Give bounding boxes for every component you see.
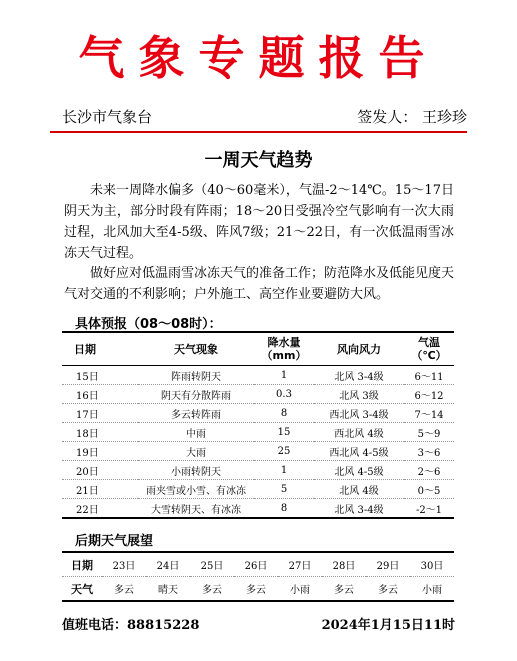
forecast-heading: 具体预报（08～08时）： xyxy=(75,317,222,332)
outlook-weather: 多云 xyxy=(322,577,366,602)
row-precip: 5 xyxy=(254,480,314,499)
outlook-date: 29日 xyxy=(366,552,410,577)
outlook-date-label: 日期 xyxy=(62,552,102,577)
forecast-table xyxy=(62,331,454,519)
outlook-weather: 多云 xyxy=(234,577,278,602)
forecast-header-row xyxy=(62,332,454,366)
row-date: 18日 xyxy=(62,423,138,442)
report-footer xyxy=(62,614,455,633)
outlook-weather: 多云 xyxy=(366,577,410,602)
row-precip: 15 xyxy=(254,423,314,442)
row-temp: 6～11 xyxy=(404,366,454,385)
summary-paragraph: 未来一周降水偏多（40～60毫米），气温-2～14℃。15～17日阴天为主，部分时段有阵雨；18～20日受强冷空气影响有一次大雨过程，北风加大至4-5级、阵风7级；21～22日，有一次低温雨雪冰冻天气过程。 xyxy=(64,183,454,261)
row-date: 21日 xyxy=(62,480,138,499)
row-wind: 北风 3-4级 xyxy=(314,499,404,519)
outlook-date: 25日 xyxy=(190,552,234,577)
forecast-row xyxy=(62,480,454,499)
outlook-date: 27日 xyxy=(278,552,322,577)
row-temp: -2～1 xyxy=(404,499,454,519)
hotline: 值班电话：88815228 xyxy=(62,618,200,633)
issuing-org: 长沙市气象台 xyxy=(62,108,153,126)
outlook-weather: 小雨 xyxy=(410,577,454,602)
row-wind: 西北风 3-4级 xyxy=(314,404,404,423)
row-temp: 6～12 xyxy=(404,385,454,404)
row-precip: 1 xyxy=(254,461,314,480)
outlook-date: 26日 xyxy=(234,552,278,577)
row-temp: 0～5 xyxy=(404,480,454,499)
col-weather: 天气现象 xyxy=(138,332,254,366)
report-header xyxy=(62,106,467,130)
report-title: 气象专题报告 xyxy=(78,31,439,85)
row-wind: 北风 3级 xyxy=(314,385,404,404)
row-weather: 阵雨转阴天 xyxy=(138,366,254,385)
outlook-weather: 多云 xyxy=(102,577,146,602)
forecast-row xyxy=(62,499,454,519)
forecast-row xyxy=(62,461,454,480)
row-weather: 多云转阵雨 xyxy=(138,404,254,423)
forecast-row xyxy=(62,423,454,442)
col-precip: 降水量 （mm） xyxy=(254,332,314,366)
row-wind: 北风 3-4级 xyxy=(314,366,404,385)
row-weather: 雨夹雪或小雪、有冰冻 xyxy=(138,480,254,499)
outlook-weather-row xyxy=(62,577,454,602)
row-wind: 北风 4级 xyxy=(314,480,404,499)
row-date: 22日 xyxy=(62,499,138,519)
outlook-date-row xyxy=(62,552,454,577)
section-title: 一周天气趋势 xyxy=(204,150,313,171)
outlook-date: 28日 xyxy=(322,552,366,577)
outlook-table xyxy=(62,551,454,602)
row-weather: 大雪转阴天、有冰冻 xyxy=(138,499,254,519)
row-precip: 25 xyxy=(254,442,314,461)
outlook-weather: 小雨 xyxy=(278,577,322,602)
outlook-weather: 晴天 xyxy=(146,577,190,602)
row-date: 17日 xyxy=(62,404,138,423)
row-precip: 1 xyxy=(254,366,314,385)
row-wind: 北风 4-5级 xyxy=(314,461,404,480)
row-temp: 2～6 xyxy=(404,461,454,480)
row-wind: 西北风 4-5级 xyxy=(314,442,404,461)
row-weather: 中雨 xyxy=(138,423,254,442)
row-precip: 8 xyxy=(254,404,314,423)
advice-paragraph: 做好应对低温雨雪冰冻天气的准备工作；防范降水及低能见度天气对交通的不利影响；户外施工、高空作业要避防大风。 xyxy=(64,266,455,302)
row-weather: 小雨转阴天 xyxy=(138,461,254,480)
outlook-date: 30日 xyxy=(410,552,454,577)
outlook-weather-label: 天气 xyxy=(62,577,102,602)
outlook-weather: 多云 xyxy=(190,577,234,602)
forecast-row xyxy=(62,404,454,423)
row-wind: 西北风 4级 xyxy=(314,423,404,442)
row-temp: 3～6 xyxy=(404,442,454,461)
forecast-row xyxy=(62,385,454,404)
row-weather: 大雨 xyxy=(138,442,254,461)
signer: 签发人： 王珍珍 xyxy=(357,108,467,126)
issue-time: 2024年1月15日11时 xyxy=(321,618,455,633)
row-precip: 0.3 xyxy=(254,385,314,404)
outlook-date: 23日 xyxy=(102,552,146,577)
row-temp: 7～14 xyxy=(404,404,454,423)
row-precip: 8 xyxy=(254,499,314,519)
col-temp: 气温 （℃） xyxy=(404,332,454,366)
row-date: 15日 xyxy=(62,366,138,385)
row-date: 19日 xyxy=(62,442,138,461)
forecast-row xyxy=(62,366,454,385)
row-weather: 阴天有分散阵雨 xyxy=(138,385,254,404)
col-wind: 风向风力 xyxy=(314,332,404,366)
header-divider xyxy=(50,131,467,133)
outlook-date: 24日 xyxy=(146,552,190,577)
col-date: 日期 xyxy=(62,332,138,366)
row-date: 20日 xyxy=(62,461,138,480)
forecast-row xyxy=(62,442,454,461)
row-temp: 5～9 xyxy=(404,423,454,442)
row-date: 16日 xyxy=(62,385,138,404)
outlook-heading: 后期天气展望 xyxy=(75,534,154,549)
